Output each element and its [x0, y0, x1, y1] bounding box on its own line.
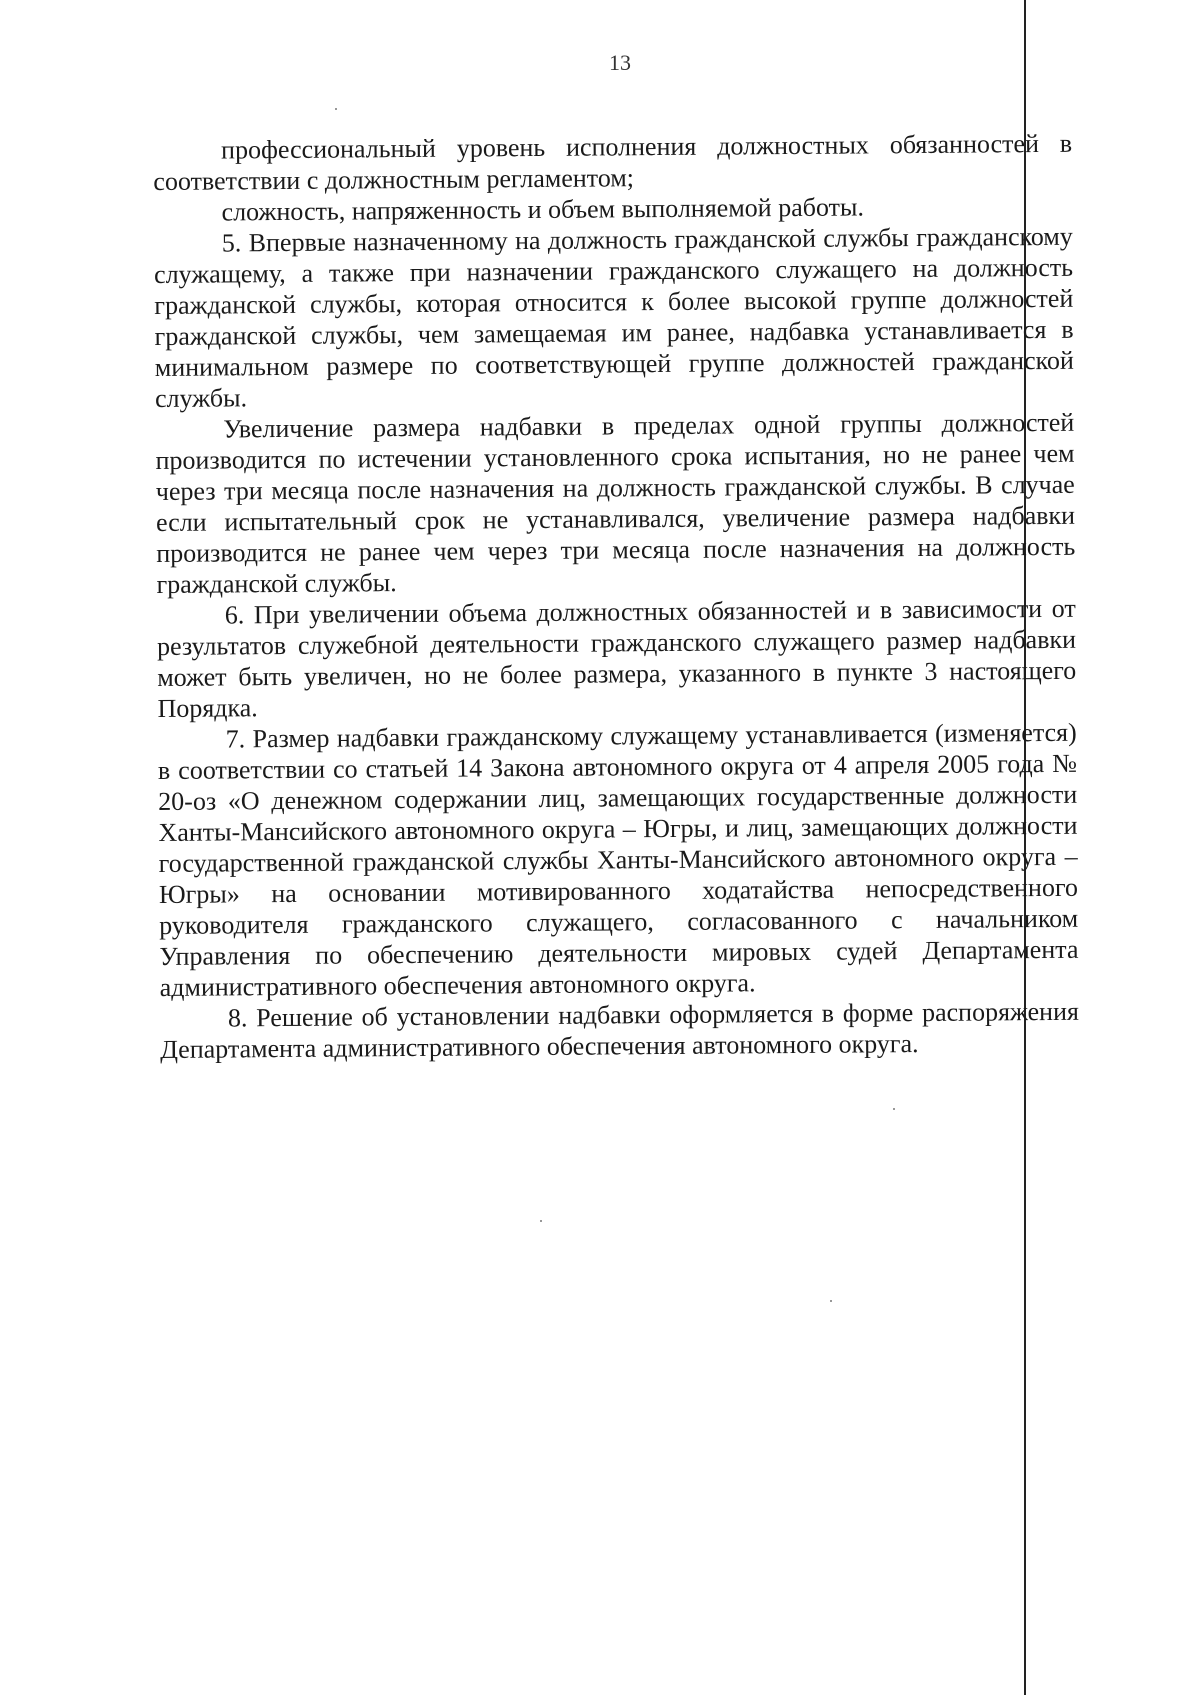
- paragraph-professional-level: профессиональный уровень исполнения должностных обязанностей в соответствии с должностным регламентом;: [153, 128, 1073, 196]
- paragraph-item-8: 8. Решение об установлении надбавки оформляется в форме распоряжения Департамента административного обеспечения автономного округа.: [160, 996, 1080, 1064]
- paragraph-item-5: 5. Впервые назначенному на должность гражданской службы гражданскому служащему, а также при назначении гражданского служащего на должность гражданской службы, которая относится к более высокой группе должностей гражданской службы, чем замещаемая им ранее, надбавка устанавливается в минимальном размере по соответствующей группе должностей гражданской службы.: [153, 221, 1074, 413]
- scan-speck: [335, 108, 337, 110]
- document-body: [153, 128, 1079, 1065]
- scan-speck: [540, 1220, 542, 1222]
- page-number: 13: [609, 50, 631, 75]
- paragraph-increase: Увеличение размера надбавки в пределах одной группы должностей производится по истечении установленного срока испытания, но не ранее чем через три месяца после назначения на должность гражданской службы. В случае если испытательный срок не устанавливался, увеличение размера надбавки производится не ранее чем через три месяца после назначения на должность гражданской службы.: [155, 407, 1076, 599]
- paragraph-item-7: 7. Размер надбавки гражданскому служащему устанавливается (изменяется) в соответствии со статьей 14 Закона автономного округа от 4 апреля 2005 года № 20-оз «О денежном содержании лиц, замещающих государственные должности Ханты-Мансийского автономного округа – Югры, и лиц, замещающих должности государственной гражданской службы Ханты-Мансийского автономного округа – Югры» на основании мотивированного ходатайства непосредственного руководителя гражданского служащего, согласованного с начальником Управления по обеспечению деятельности мировых судей Департамента административного обеспечения автономного округа.: [157, 717, 1079, 1002]
- scan-speck: [893, 1108, 895, 1110]
- scan-speck: [830, 1300, 832, 1302]
- paragraph-complexity: сложность, напряженность и объем выполняемой работы.: [221, 192, 864, 227]
- paragraph-item-6: 6. При увеличении объема должностных обязанностей и в зависимости от результатов служебной деятельности гражданского служащего размер надбавки может быть увеличен, но не более размера, указанного в пункте 3 настоящего Порядка.: [156, 593, 1077, 723]
